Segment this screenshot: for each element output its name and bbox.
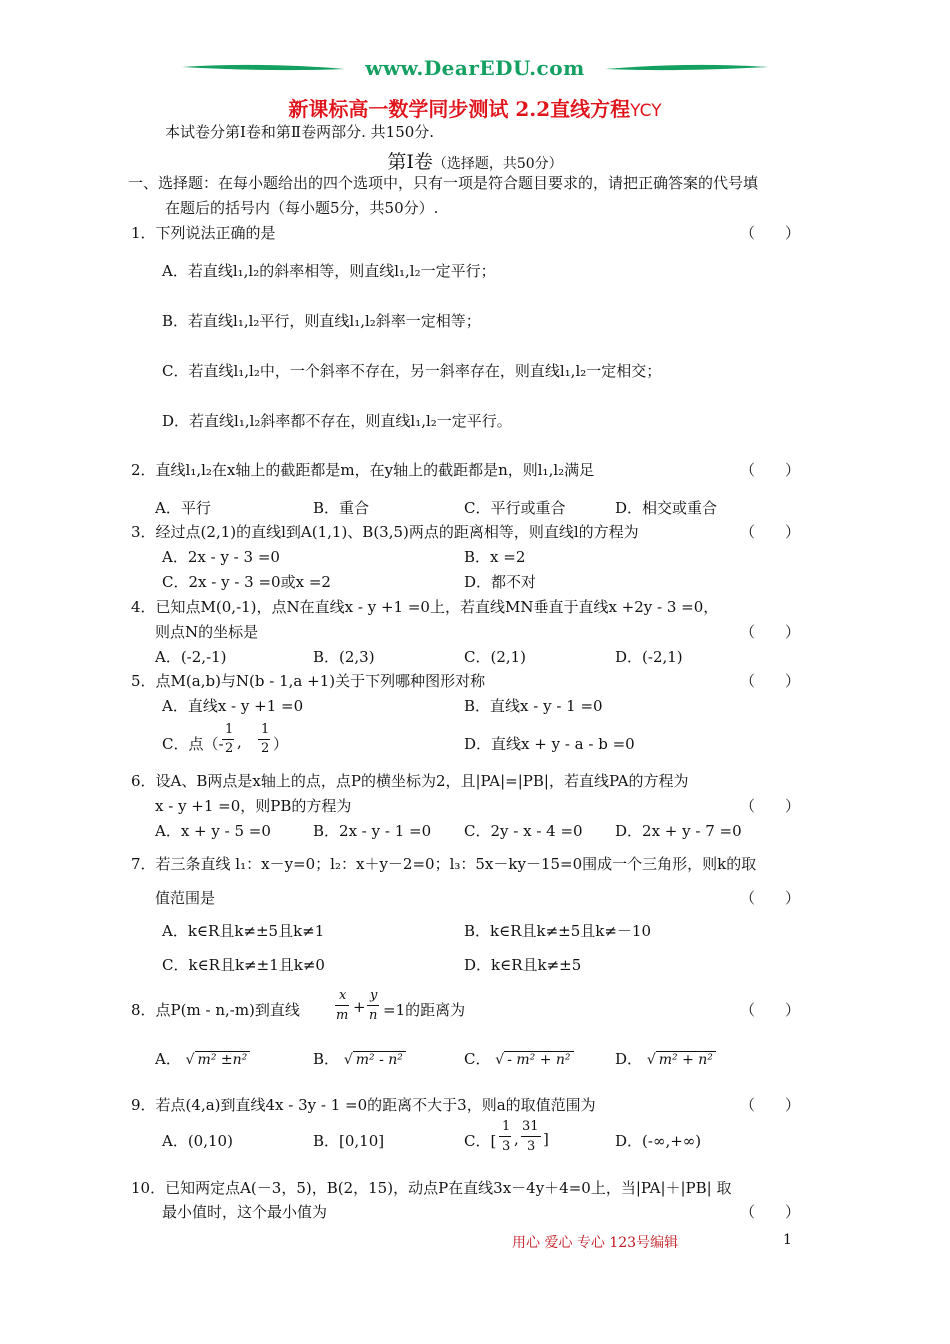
section-note: （选择题，共50分） (432, 156, 563, 172)
q8-frac-y: y (370, 988, 378, 1003)
q8-a-label: A． (155, 1050, 181, 1068)
q3-option-b: B．x =2 (464, 548, 526, 566)
q3-option-a: A．2x - y - 3 =0 (162, 548, 280, 566)
q5-c-fraction-bar-1 (222, 739, 234, 740)
page-title (0, 93, 950, 122)
site-url: www.DearEDU.com (365, 56, 585, 80)
q3-stem: 3．经过点(2,1)的直线l到A(1,1)、B(3,5)两点的距离相等，则直线l的方程为 (131, 523, 639, 541)
q7-stem-1: 7．若三条直线 l₁：x－y=0；l₂：x＋y－2=0；l₃：5x－ky－15=0围成一个三角形，则k的取 (131, 855, 757, 873)
section-title: 第Ⅰ卷 (387, 151, 433, 173)
q5-c-suffix: ） (273, 735, 289, 753)
instructions-line-1: 一、选择题：在每小题给出的四个选项中，只有一项是符合题目要求的，请把正确答案的代号填 (128, 174, 759, 192)
q8-c-expr: - m² + n² (504, 1051, 573, 1068)
q6-option-a: A．x + y - 5 =0 (155, 822, 271, 840)
q4-stem-2: 则点N的坐标是 (155, 623, 259, 641)
q3-option-d: D．都不对 (464, 573, 537, 591)
q7-option-c: C．k∈R且k≠±1且k≠0 (162, 956, 325, 974)
q3-answer-box: （ ） (740, 523, 801, 541)
q4-option-a: A．(-2,-1) (155, 648, 227, 666)
q5-c-fraction-bar-2 (258, 739, 270, 740)
q9-option-a: A．(0,10) (162, 1132, 233, 1150)
q4-stem-1: 4．已知点M(0,-1)，点N在直线x - y +1 =0上，若直线MN垂直于直线x +2y - 3 =0， (131, 598, 719, 616)
q5-c-den-1: 2 (225, 741, 234, 756)
q4-option-c: C．(2,1) (464, 648, 527, 666)
q6-stem-2: x - y +1 =0，则PB的方程为 (155, 797, 352, 815)
site-logo (180, 56, 770, 86)
title-suffix: YCY (630, 101, 662, 121)
q5-c-num-2: 1 (261, 722, 270, 737)
q9-c-suffix: ] (543, 1130, 549, 1148)
section-heading (0, 147, 950, 174)
q6-stem-1: 6．设A、B两点是x轴上的点，点P的横坐标为2，且|PA|=|PB|，若直线PA的方程为 (131, 772, 689, 790)
q10-answer-box: （ ） (740, 1203, 801, 1221)
q4-option-d: D．(-2,1) (615, 648, 683, 666)
q8-c-label: C． (464, 1050, 491, 1068)
q5-c-comma: , (237, 733, 242, 751)
q9-option-d: D．(-∞,+∞) (615, 1132, 702, 1150)
q8-stem (131, 988, 731, 1028)
q8-a-expr: m² ±n² (195, 1051, 251, 1068)
q8-fraction-bar-1 (335, 1005, 349, 1006)
q10-stem-1: 10．已知两定点A(－3，5)，B(2，15)，动点P在直线3x－4y＋4=0上，当|PA|＋|PB| 取 (131, 1179, 732, 1197)
q8-option-d: D． √ m² + n² (615, 1048, 716, 1069)
q10-stem-2: 最小值时，这个最小值为 (162, 1203, 328, 1221)
intro-text: 本试卷分第Ⅰ卷和第Ⅱ卷两部分. 共150分. (165, 123, 435, 141)
q1-option-d: D．若直线l₁,l₂斜率都不存在，则直线l₁,l₂一定平行。 (162, 412, 512, 430)
q5-answer-box: （ ） (740, 672, 801, 690)
q7-option-a: A．k∈R且k≠±5且k≠1 (162, 922, 325, 940)
q8-stem-suffix: =1的距离为 (383, 1001, 466, 1019)
q7-option-b: B．k∈R且k≠±5且k≠－10 (464, 922, 652, 940)
q8-b-label: B． (313, 1050, 340, 1068)
q6-option-c: C．2y - x - 4 =0 (464, 822, 583, 840)
q8-d-label: D． (615, 1050, 643, 1068)
q2-answer-box: （ ） (740, 461, 801, 479)
q9-c-fraction-bar-2 (521, 1136, 541, 1137)
q5-option-a: A．直线x - y +1 =0 (162, 697, 304, 715)
q2-option-c: C．平行或重合 (464, 499, 566, 517)
q9-c-num-1: 1 (502, 1119, 511, 1134)
q2-option-a: A．平行 (155, 499, 211, 517)
q8-d-expr: m² + n² (656, 1051, 716, 1068)
q8-option-c: C． √ - m² + n² (464, 1048, 574, 1069)
q9-c-prefix: C．[ (464, 1132, 497, 1150)
q8-stem-prefix: 8．点P(m - n,-m)到直线 (131, 1001, 300, 1019)
q8-frac-x: x (339, 988, 347, 1003)
q8-frac-m: m (336, 1008, 349, 1023)
q5-c-den-2: 2 (261, 741, 270, 756)
q5-option-d: D．直线x + y - a - b =0 (464, 735, 635, 753)
q8-plus: + (353, 998, 366, 1016)
q9-c-den-2: 3 (527, 1139, 536, 1154)
q2-option-d: D．相交或重合 (615, 499, 718, 517)
instructions-line-2: 在题后的括号内（每小题5分，共50分）. (165, 199, 439, 217)
q2-stem: 2．直线l₁,l₂在x轴上的截距都是m，在y轴上的截距都是n，则l₁,l₂满足 (131, 461, 595, 479)
footer-slogan: 用心 爱心 专心 123号编辑 (512, 1235, 679, 1251)
q2-option-b: B．重合 (313, 499, 370, 517)
q8-answer-box: （ ） (740, 1001, 801, 1019)
q1-answer-box: （ ） (740, 224, 801, 242)
page-number: 1 (783, 1232, 792, 1248)
q8-b-expr: m² - n² (353, 1051, 406, 1068)
q6-option-d: D．2x + y - 7 =0 (615, 822, 742, 840)
title-main: 新课标高一数学同步测试 2.2直线方程 (288, 97, 631, 121)
q7-option-d: D．k∈R且k≠±5 (464, 956, 582, 974)
q9-c-num-2: 31 (522, 1119, 539, 1134)
q9-option-c (464, 1119, 584, 1161)
q6-option-b: B．2x - y - 1 =0 (313, 822, 432, 840)
q8-option-a: A． √ m² ±n² (155, 1048, 250, 1069)
q9-option-b: B．[0,10] (313, 1132, 385, 1150)
q5-option-b: B．直线x - y - 1 =0 (464, 697, 603, 715)
q3-option-c: C．2x - y - 3 =0或x =2 (162, 573, 331, 591)
q4-option-b: B．(2,3) (313, 648, 375, 666)
q7-stem-2: 值范围是 (155, 889, 216, 907)
q5-c-prefix: C．点（- (162, 735, 224, 753)
q5-c-num-1: 1 (225, 722, 234, 737)
q1-stem: 1．下列说法正确的是 (131, 224, 276, 242)
q9-c-fraction-bar-1 (499, 1136, 511, 1137)
q6-answer-box: （ ） (740, 797, 801, 815)
q1-option-a: A．若直线l₁,l₂的斜率相等，则直线l₁,l₂一定平行； (162, 262, 496, 280)
q4-answer-box: （ ） (740, 623, 801, 641)
q9-c-comma: , (514, 1130, 519, 1148)
q1-option-c: C．若直线l₁,l₂中，一个斜率不存在，另一斜率存在，则直线l₁,l₂一定相交； (162, 362, 662, 380)
q9-c-den-1: 3 (502, 1139, 511, 1154)
q8-option-b: B． √ m² - n² (313, 1048, 406, 1069)
q7-answer-box: （ ） (740, 889, 801, 907)
q5-stem: 5．点M(a,b)与N(b - 1,a +1)关于下列哪种图形对称 (131, 672, 486, 690)
q9-answer-box: （ ） (740, 1096, 801, 1114)
q8-fraction-bar-2 (367, 1005, 379, 1006)
q1-option-b: B．若直线l₁,l₂平行，则直线l₁,l₂斜率一定相等； (162, 312, 481, 330)
q8-frac-n: n (369, 1008, 378, 1023)
q9-stem: 9．若点(4,a)到直线4x - 3y - 1 =0的距离不大于3，则a的取值范围为 (131, 1096, 596, 1114)
